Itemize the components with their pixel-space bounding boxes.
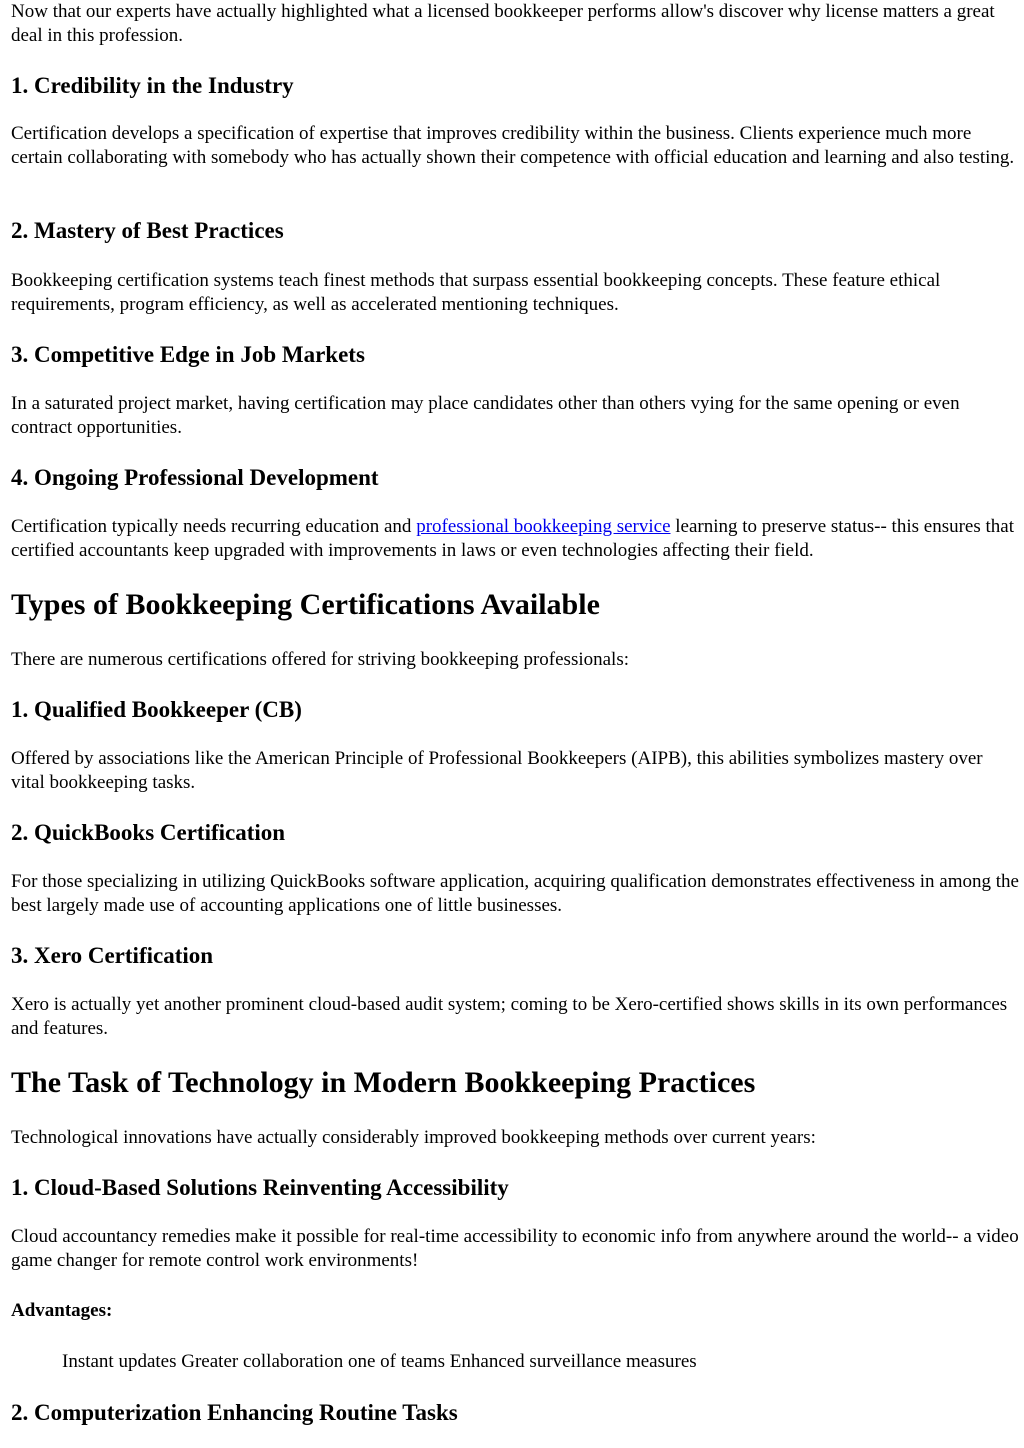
- advantages-list: Instant updates Greater collaboration one of teams Enhanced surveillance measures: [62, 1351, 697, 1372]
- paragraph-professional-development: [11, 515, 1019, 562]
- paragraph-competitive-edge: In a saturated project market, having certification may place candidates other than others vying for the same opening or even contract opportunities.: [11, 393, 960, 438]
- heading-quickbooks-certification: 2. QuickBooks Certification: [11, 820, 286, 845]
- heading-best-practices: 2. Mastery of Best Practices: [11, 218, 284, 243]
- intro-paragraph: Now that our experts have actually highlighted what a licensed bookkeeper performs allow's discover why license matters a great deal in this profession.: [11, 1, 995, 46]
- paragraph-xero-certification: Xero is actually yet another prominent cloud-based audit system; coming to be Xero-certified shows skills in its own performances and features.: [11, 994, 1008, 1039]
- paragraph-text-before-link: Certification typically needs recurring education and: [11, 516, 417, 537]
- paragraph-technology-intro: Technological innovations have actually considerably improved bookkeeping methods over current years:: [11, 1127, 816, 1148]
- heading-professional-development: 4. Ongoing Professional Development: [11, 465, 379, 490]
- paragraph-best-practices: Bookkeeping certification systems teach finest methods that surpass essential bookkeeping concepts. These feature ethical requirements, program efficiency, as well as accelerated mentioning techniques.: [11, 270, 941, 315]
- heading-cloud-based-solutions: 1. Cloud-Based Solutions Reinventing Accessibility: [11, 1175, 509, 1200]
- heading-xero-certification: 3. Xero Certification: [11, 943, 214, 968]
- heading-types-of-certifications: Types of Bookkeeping Certifications Available: [11, 588, 600, 621]
- paragraph-qualified-bookkeeper: Offered by associations like the American Principle of Professional Bookkeepers (AIPB), this abilities symbolizes mastery over vital bookkeeping tasks.: [11, 748, 983, 793]
- professional-bookkeeping-service-link[interactable]: professional bookkeeping service: [416, 516, 671, 537]
- heading-computerization: 2. Computerization Enhancing Routine Tasks: [11, 1400, 458, 1425]
- heading-qualified-bookkeeper: 1. Qualified Bookkeeper (CB): [11, 697, 302, 722]
- heading-credibility: 1. Credibility in the Industry: [11, 73, 294, 98]
- advantages-label: Advantages:: [11, 1300, 113, 1321]
- heading-technology: The Task of Technology in Modern Bookkeeping Practices: [11, 1066, 756, 1099]
- heading-competitive-edge: 3. Competitive Edge in Job Markets: [11, 342, 365, 367]
- paragraph-quickbooks-certification: For those specializing in utilizing QuickBooks software application, acquiring qualification demonstrates effectiveness in among the best largely made use of accounting applications one of little businesses.: [11, 871, 1019, 916]
- paragraph-types-intro: There are numerous certifications offered for striving bookkeeping professionals:: [11, 649, 630, 670]
- paragraph-text-after-link: learning to preserve status-- this ensures that certified accountants keep upgraded with improvements in laws or even technologies affecting their field.: [11, 516, 1014, 561]
- paragraph-credibility: Certification develops a specification of expertise that improves credibility within the business. Clients experience much more certain collaborating with somebody who has actually shown their competence with official education and learning and also testing.: [11, 123, 1015, 168]
- paragraph-cloud-based-solutions: Cloud accountancy remedies make it possible for real-time accessibility to economic info from anywhere around the world-- a video game changer for remote control work environments!: [11, 1226, 1019, 1271]
